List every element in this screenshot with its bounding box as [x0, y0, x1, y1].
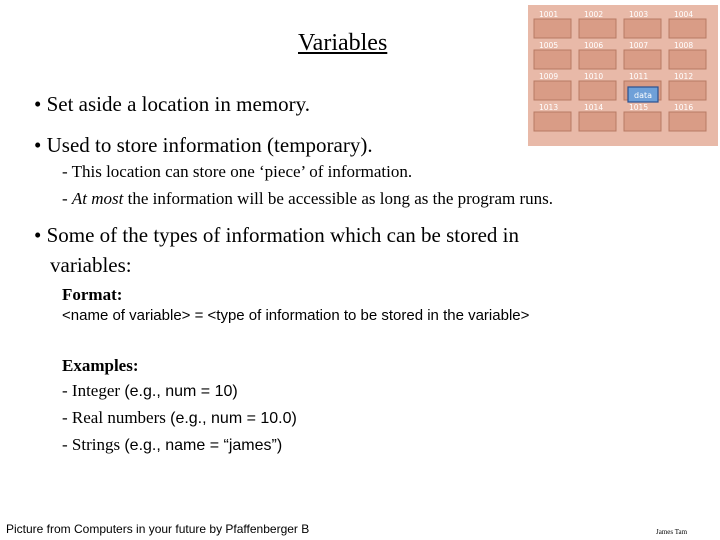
sub-bullet-rest: the information will be accessible as long as the program runs.: [123, 189, 554, 208]
memory-cell-address: 1004: [674, 10, 694, 19]
memory-cell-address: 1013: [539, 103, 559, 112]
memory-cell: [534, 112, 571, 131]
memory-boxes-image: [528, 5, 718, 146]
memory-cell-address: 1005: [539, 41, 559, 50]
format-label: Format:: [62, 285, 123, 304]
data-tag-label: data: [633, 91, 653, 100]
bullet-types-line1: • Some of the types of information which can be stored in: [34, 223, 519, 247]
memory-cell-address: 1011: [629, 72, 649, 81]
bullet-location: • Set aside a location in memory.: [34, 92, 311, 116]
memory-cell: [669, 50, 706, 69]
example-code: (e.g., num = 10): [124, 383, 238, 400]
memory-cell: [624, 19, 661, 38]
example-code: (e.g., name = “james”): [124, 437, 283, 454]
memory-cell: [579, 50, 616, 69]
example-prefix: - Strings: [62, 435, 125, 454]
example-integer: [62, 381, 238, 402]
memory-cell: [579, 112, 616, 131]
picture-credit: Picture from Computers in your future by Pfaffenberger B: [6, 522, 310, 536]
examples-label: Examples:: [62, 356, 139, 375]
memory-cell-address: 1006: [584, 41, 604, 50]
memory-cell: [579, 81, 616, 100]
example-strings: [62, 435, 282, 456]
example-prefix: - Real numbers: [62, 408, 171, 427]
sub-bullet-piece: - This location can store one ‘piece’ of information.: [62, 162, 413, 181]
memory-cell-address: 1009: [539, 72, 559, 81]
memory-cell-address: 1010: [584, 72, 604, 81]
memory-cell: [669, 19, 706, 38]
sub-bullet-at-most: [62, 189, 553, 209]
bullet-types-line2: variables:: [50, 253, 132, 277]
memory-cell-address: 1016: [674, 103, 694, 112]
memory-cell: [534, 19, 571, 38]
sub-bullet-prefix: -: [62, 189, 72, 208]
memory-cell-address: 1015: [629, 103, 649, 112]
memory-cell-address: 1002: [584, 10, 604, 19]
memory-cell: [534, 50, 571, 69]
memory-cell-address: 1003: [629, 10, 649, 19]
memory-cell: [534, 81, 571, 100]
example-prefix: - Integer: [62, 381, 125, 400]
example-real: [62, 408, 297, 429]
bullet-store: • Used to store information (temporary).: [34, 133, 373, 157]
memory-cell-address: 1014: [584, 103, 604, 112]
format-text: <name of variable> = <type of information to be stored in the variable>: [62, 307, 530, 324]
slide-title: Variables: [298, 30, 388, 56]
memory-cell: [669, 81, 706, 100]
memory-cell: [624, 50, 661, 69]
memory-cell: [669, 112, 706, 131]
memory-cell: [579, 19, 616, 38]
memory-cell-address: 1001: [539, 10, 559, 19]
example-code: (e.g., num = 10.0): [170, 410, 297, 427]
memory-cell-address: 1007: [629, 41, 649, 50]
memory-cell-address: 1008: [674, 41, 694, 50]
author-name: James Tam: [656, 528, 688, 536]
memory-cell: [624, 112, 661, 131]
sub-bullet-italic: At most: [71, 189, 124, 208]
memory-cell-address: 1012: [674, 72, 694, 81]
